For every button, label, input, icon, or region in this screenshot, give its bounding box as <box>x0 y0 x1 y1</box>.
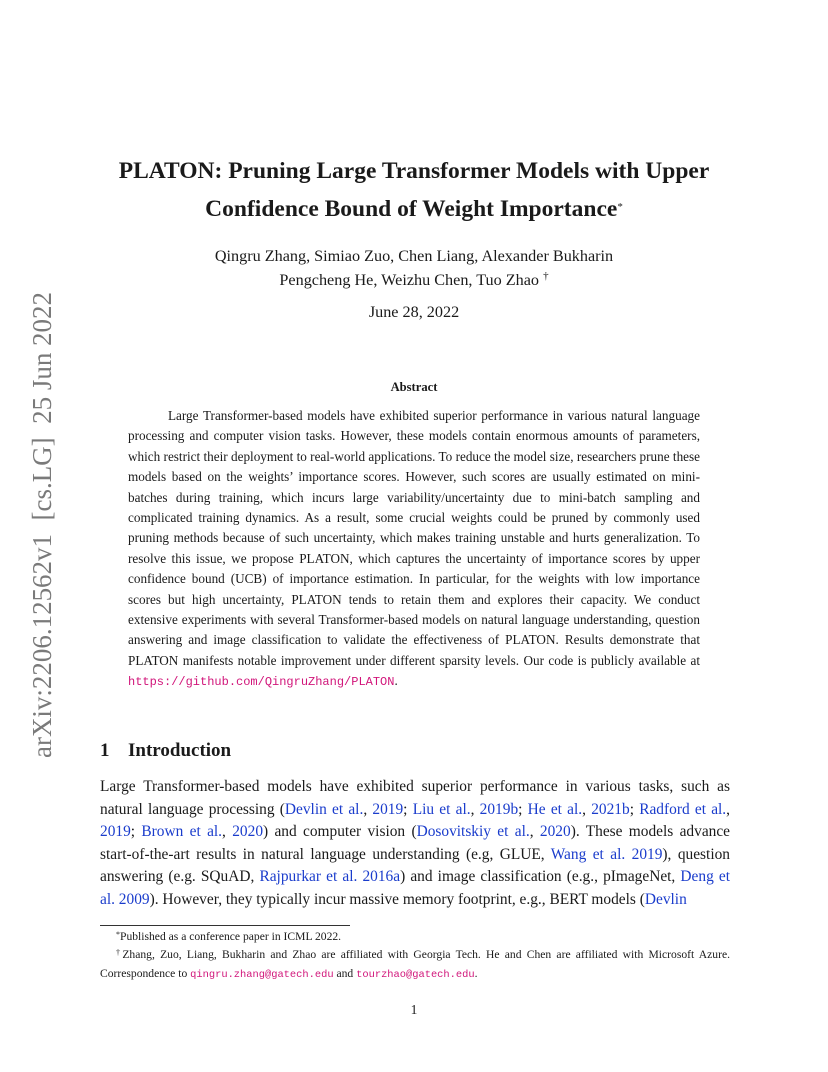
intro-text: ) and computer vision ( <box>263 823 417 841</box>
citation-link[interactable]: Devlin et al. <box>284 800 364 818</box>
citation-year-link[interactable]: 2019 <box>100 823 131 841</box>
citation-link[interactable]: Wang et al. 2019 <box>550 845 663 863</box>
section-heading <box>100 740 231 762</box>
section-number: 1 <box>100 740 110 761</box>
abstract-heading: Abstract <box>390 380 438 394</box>
intro-text: ). However, they typically incur massive memory footprint, e.g., BERT models ( <box>149 890 645 908</box>
footnote-2-end: . <box>474 966 478 980</box>
footnote-2-text: Zhang, Zuo, Liang, Bukharin and Zhao are affiliated with Georgia Tech. He and Chen are affiliated with Microsoft Azure. Correspondence to <box>100 948 731 980</box>
citation-year-link[interactable]: 2020 <box>232 823 264 841</box>
code-link[interactable]: https://github.com/QingruZhang/PLATON <box>128 675 395 690</box>
title-footnote-mark: * <box>617 201 623 213</box>
intro-text: ). These models advance start-of-the-art results in natural language understanding (e.g, GLUE, <box>100 823 731 863</box>
citation-link[interactable]: Rajpurkar et al. 2016a <box>259 868 401 886</box>
citation-year-link[interactable]: 2019 <box>372 800 404 818</box>
authors-footnote-mark: † <box>543 270 549 282</box>
intro-paragraph: Large Transformer-based models have exhibited superior performance in various tasks, such as natural language processing (Devlin et al., 2019; Liu et al., 2019b; He et al., 2021b; Radford et al., 2019; Brown et al., 2020) and computer vision (Dosovitskiy et al., 2020). These models advance start-of-the-art results in natural language understanding (e.g, GLUE, Wang et al. 2019), question answering (e.g. SQuAD, Rajpurkar et al. 2016a) and image classification (e.g., pImageNet, Deng et al. 2009). However, they typically incur massive memory footprint, e.g., BERT models (Devlin <box>100 778 731 908</box>
footnote-1-text: Published as a conference paper in ICML 2022. <box>120 930 342 943</box>
abstract-end: . <box>394 673 398 689</box>
footnote-1-mark: * <box>116 930 120 939</box>
abstract-body <box>128 406 700 693</box>
abstract-text: Large Transformer-based models have exhibited superior performance in various natural language processing and computer vision tasks. However, these models contain enormous amounts of parameters, which restrict their deployment to real-world applications. To reduce the model size, researchers prune these models based on the weights’ importance scores. However, such scores are usually estimated on mini-batches during training, which incurs large variability/uncertainty due to mini-batch sampling and complicated training dynamics. As a result, some crucial weights could be pruned by commonly used pruning methods because of such uncertainty, which makes training unstable and hurts generalization. To resolve this issue, we propose PLATON, which captures the uncertainty of importance scores by upper confidence bound (UCB) of importance estimation. In particular, for the weights with low importance scores but high uncertainty, PLATON tends to retain them and explores their capacity. We conduct extensive experiments with several Transformer-based models on natural language understanding, question answering and image classification to validate the effectiveness of PLATON. Results demonstrate that PLATON manifests notable improvement under different sparsity levels. Our code is publicly available at <box>128 408 700 668</box>
citation-link[interactable]: He et al. <box>527 800 583 818</box>
footnote-2 <box>100 946 730 984</box>
footnote-2-mark: † <box>116 948 123 958</box>
citation-link[interactable]: Devlin <box>644 890 687 908</box>
paper-title <box>60 152 768 228</box>
footnote-1 <box>100 928 730 946</box>
footnote-rule <box>100 925 350 926</box>
citation-year-link[interactable]: 2021b <box>591 800 630 818</box>
arxiv-stamp-text: arXiv:2206.12562v1 [cs.LG] 25 Jun 2022 <box>26 282 57 758</box>
page-number: 1 <box>410 1002 418 1017</box>
citation-year-link[interactable]: 2020 <box>539 823 571 841</box>
title-line-1: PLATON: Pruning Large Transformer Models with Upper <box>118 158 710 184</box>
footnotes <box>100 928 730 984</box>
citation-link[interactable]: Deng et al. 2009 <box>100 868 730 908</box>
intro-text: ), question answering (e.g. SQuAD, <box>100 845 730 886</box>
citation-link[interactable]: Liu et al. <box>412 800 471 818</box>
footnote-2-and: and <box>333 966 357 980</box>
citation-link[interactable]: Dosovitskiy et al. <box>416 823 530 841</box>
paper-date: June 28, 2022 <box>368 303 460 321</box>
title-line-2: Confidence Bound of Weight Importance <box>205 196 618 222</box>
citation-year-link[interactable]: 2019b <box>479 800 519 818</box>
citation-link[interactable]: Radford et al. <box>639 800 727 818</box>
email-link[interactable]: tourzhao@gatech.edu <box>356 968 475 981</box>
intro-text: Large Transformer-based models have exhibited superior performance in various tasks, such as natural language processing ( <box>100 778 730 818</box>
authors-line-1: Qingru Zhang, Simiao Zuo, Chen Liang, Alexander Bukharin <box>214 247 614 265</box>
authors-line-2: Pengcheng He, Weizhu Chen, Tuo Zhao <box>279 271 540 289</box>
citation-link[interactable]: Brown et al. <box>141 823 223 841</box>
email-link[interactable]: qingru.zhang@gatech.edu <box>190 968 334 981</box>
intro-text: ) and image classification (e.g., pImageNet, <box>400 868 681 886</box>
section-title: Introduction <box>128 740 232 761</box>
author-list <box>60 244 768 292</box>
